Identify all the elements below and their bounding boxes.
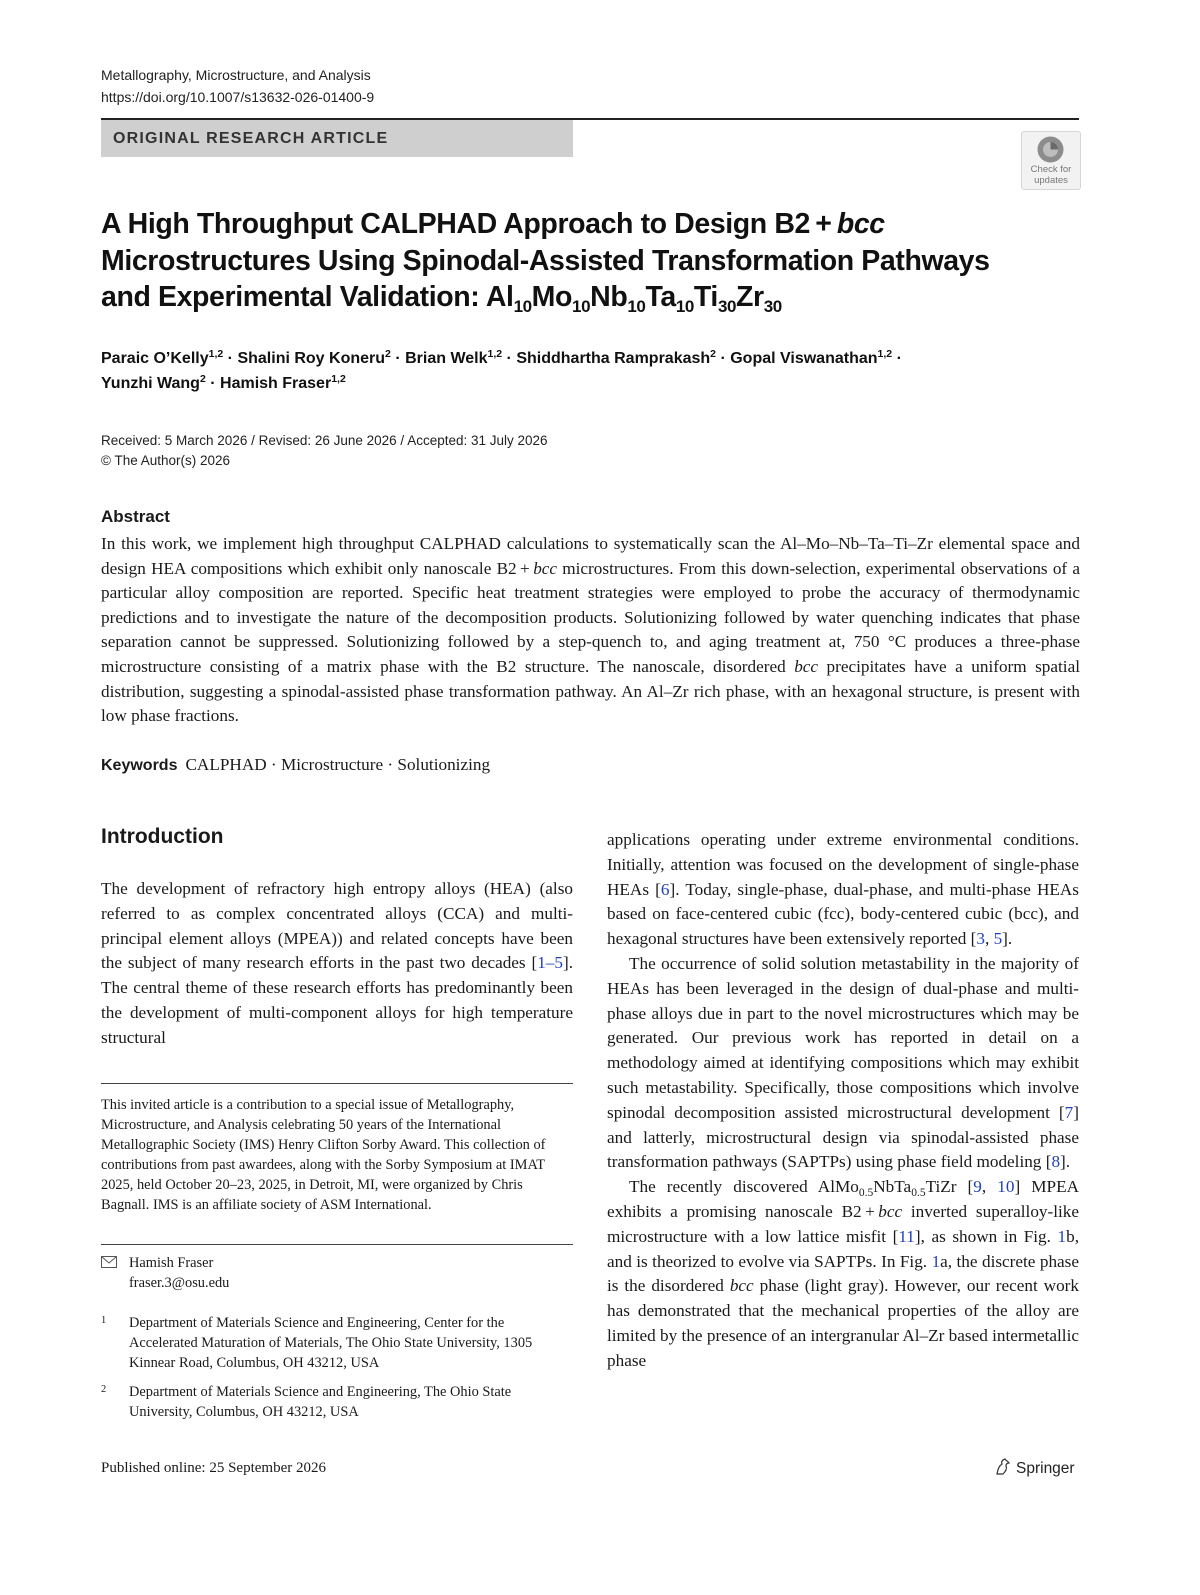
formula-subscript: 30 [763,297,782,316]
paper-title: A High Throughput CALPHAD Approach to Design B2 + bcc Microstructures Using Spinodal-Assisted Transformation Pathways and Experimental Validation: $Al_{10}Mo_{10}Nb_{10}Ta_{10}Ti_{30}Zr_{30}$ [101,208,990,316]
formula-subscript: 10 [572,297,591,316]
intro-paragraph-1-cont: applications operating under extreme environmental conditions. Initially, attention was focused on the development of single-phase HEAs [6]. Today, single-phase, dual-phase, and multi-phase HEAs based on face-centered cubic (fcc), body-centered cubic (bcc), and hexagonal structures have been extensively reported [3, 5]. [607,830,1079,949]
figure-link[interactable]: 1 [1057,1226,1067,1246]
formula-element: Al [485,281,514,313]
author-affiliation: 1,2 [331,373,346,385]
author-affiliation: 1,2 [208,348,224,360]
formula-subscript: 10 [627,297,646,316]
formula-element: Ti [693,281,718,313]
section-heading-introduction: Introduction [101,825,224,848]
keywords-text: CALPHAD · Microstructure · Solutionizing [185,755,491,774]
author-name: Shiddhartha Ramprakash$^2$ [516,348,716,367]
intro-paragraph-1: The development of refractory high entropy alloys (HEA) (also referred to as complex concentrated alloys (CCA) and multi-principal element alloys (MPEA)) and related concepts have been the subject of many research efforts in the past two decades [1–5]. The central theme of these research efforts has predominantly been the development of multi-component alloys for high temperature structural [101,879,573,1047]
author-list: Paraic O’Kelly$^{1,2}$ · Shalini Roy Koneru$^2$ · Brian Welk$^{1,2}$ · Shiddhartha Ramprakash$^2$ · Gopal Viswanathan$^{1,2}$ · Yunzhi Wang$^2$ · Hamish Fraser$^{1,2}$ [101,348,902,392]
formula-subscript: 10 [513,297,532,316]
formula-subscript: 30 [717,297,737,316]
author-affiliation: 2 [199,373,206,385]
check-for-updates-badge[interactable] [1021,131,1081,190]
author-name: Gopal Viswanathan$^{1,2}$ [730,348,893,367]
doi-link[interactable]: https://doi.org/10.1007/s13632-026-01400-9 [101,89,375,105]
author-affiliation: 1,2 [487,348,503,360]
author-affiliation: 2 [710,348,716,360]
article-dates: Received: 5 March 2026 / Revised: 26 June 2026 / Accepted: 31 July 2026 © The Author(s) 2026 [101,433,548,468]
author-name: Shalini Roy Koneru$^2$ [237,348,391,367]
author-name: Paraic O’Kelly$^{1,2}$ [101,348,224,367]
journal-header [101,64,374,108]
corresponding-author [101,1253,573,1293]
citation-link[interactable]: 11 [898,1226,915,1246]
citation-link[interactable]: 3 [976,929,985,949]
citation-link[interactable]: 8 [1051,1152,1061,1172]
author-name: Brian Welk$^{1,2}$ [405,348,503,367]
envelope-icon [101,1256,117,1268]
published-date: Published online: 25 September 2026 [101,1460,326,1476]
contact-name: Hamish Fraser [129,1255,214,1271]
right-column [607,828,1079,1374]
springer-horse-icon [994,1458,1012,1476]
author-name: Yunzhi Wang$^2$ [101,373,206,392]
keywords-label: Keywords [101,757,178,774]
abstract-text: In this work, we implement high throughput CALPHAD calculations to systematically scan the Al–Mo–Nb–Ta–Ti–Zr elemental space and design HEA compositions which exhibit only nanoscale B2 + bcc microstructures. From this down-selection, experimental observations of a particular alloy composition are reported. Specific heat treatment strategies were employed to probe the accuracy of thermodynamic predictions and to investigate the nature of the decomposition products. Solutionizing followed by water quenching indicates that phase separation cannot be suppressed. Solutionizing followed by a step-quench to, and aging treatment at, 750 °C produces a three-phase microstructure consisting of a matrix phase with the B2 structure. The nanoscale, disordered bcc precipitates have a uniform spatial distribution, suggesting a spinodal-assisted phase transformation pathway. An Al–Zr rich phase, with an hexagonal structure, is present with low phase fractions. [101,534,1081,726]
affiliation-2: 2 Department of Materials Science and Engineering, The Ohio State University, Columbus, OH 43212, USA [101,1384,512,1420]
citation-link[interactable]: 6 [660,879,670,899]
author-name: Hamish Fraser$^{1,2}$ [220,373,346,392]
formula-element: Ta [645,281,676,313]
formula-element: Zr [736,281,764,313]
affiliation-1: 1 Department of Materials Science and Engineering, Center for the Accelerated Maturation of Materials, The Ohio State University, 1305 Kinnear Road, Columbus, OH 43212, USA [101,1315,533,1371]
alloy-formula [485,281,782,316]
formula-element: Nb [590,281,628,313]
keywords [101,755,490,775]
abstract-heading: Abstract [101,507,170,526]
figure-link[interactable]: 1 [931,1251,941,1271]
citation-link[interactable]: 9 [973,1177,982,1197]
check-updates-icon [1037,136,1064,163]
special-issue-note: This invited article is a contribution to a special issue of Metallography, Microstructure, and Analysis celebrating 50 years of the International Metallographic Society (IMS) Henry Clifton Sorby Award. This collection of contributions from past awardees, along with the Sorby Symposium at IMAT 2025, held October 20–23, 2025, in Detroit, MI, were organized by Chris Bagnall. IMS is an affiliate society of ASM International. [101,1097,546,1213]
citation-link[interactable]: 5 [993,929,1003,949]
intro-paragraph-3: The recently discovered AlMo$_{0.5}$NbTa$_{0.5}$TiZr [9, 10] MPEA exhibits a promising nanoscale B2 + bcc inverted superalloy-like microstructure with a low lattice misfit [11], as shown in Fig. 1b, and is theorized to evolve via SAPTPs. In Fig. 1a, the discrete phase is the disordered bcc phase (light gray). However, our recent work has demonstrated that the mechanical properties of the alloy are limited by the presence of an intergranular Al–Zr based intermetallic phase [607,1177,1080,1370]
journal-name: Metallography, Microstructure, and Analysis [101,67,371,83]
citation-link[interactable]: 1–5 [537,953,563,973]
author-affiliation: 1,2 [877,348,893,360]
formula-element: Mo [531,281,573,313]
intro-paragraph-2: The occurrence of solid solution metastability in the majority of HEAs has been leveraged in the design of dual-phase and multi-phase alloys due in part to the novel microstructures which may be generated. Our previous work has reported in detail on a methodology aimed at identifying compositions which may exhibit such metastability. Specifically, those compositions which involve spinodal decomposition assisted microstructural development [7] and latterly, microstructural design via spinodal-assisted phase transformation pathways (SAPTPs) using phase field modeling [8]. [607,953,1079,1172]
publisher-logo: Springer [994,1458,1075,1478]
citation-link[interactable]: 10 [997,1177,1015,1197]
footnote-rule [101,1244,573,1245]
check-updates-label: Check for updates [1030,164,1072,186]
author-affiliation: 2 [385,348,391,360]
footnote-rule [101,1083,573,1084]
formula-subscript: 10 [675,297,694,316]
citation-link[interactable]: 7 [1064,1102,1074,1122]
contact-email[interactable]: fraser.3@osu.edu [129,1275,230,1291]
article-type-band: ORIGINAL RESEARCH ARTICLE [101,120,573,157]
left-column [101,877,573,1051]
